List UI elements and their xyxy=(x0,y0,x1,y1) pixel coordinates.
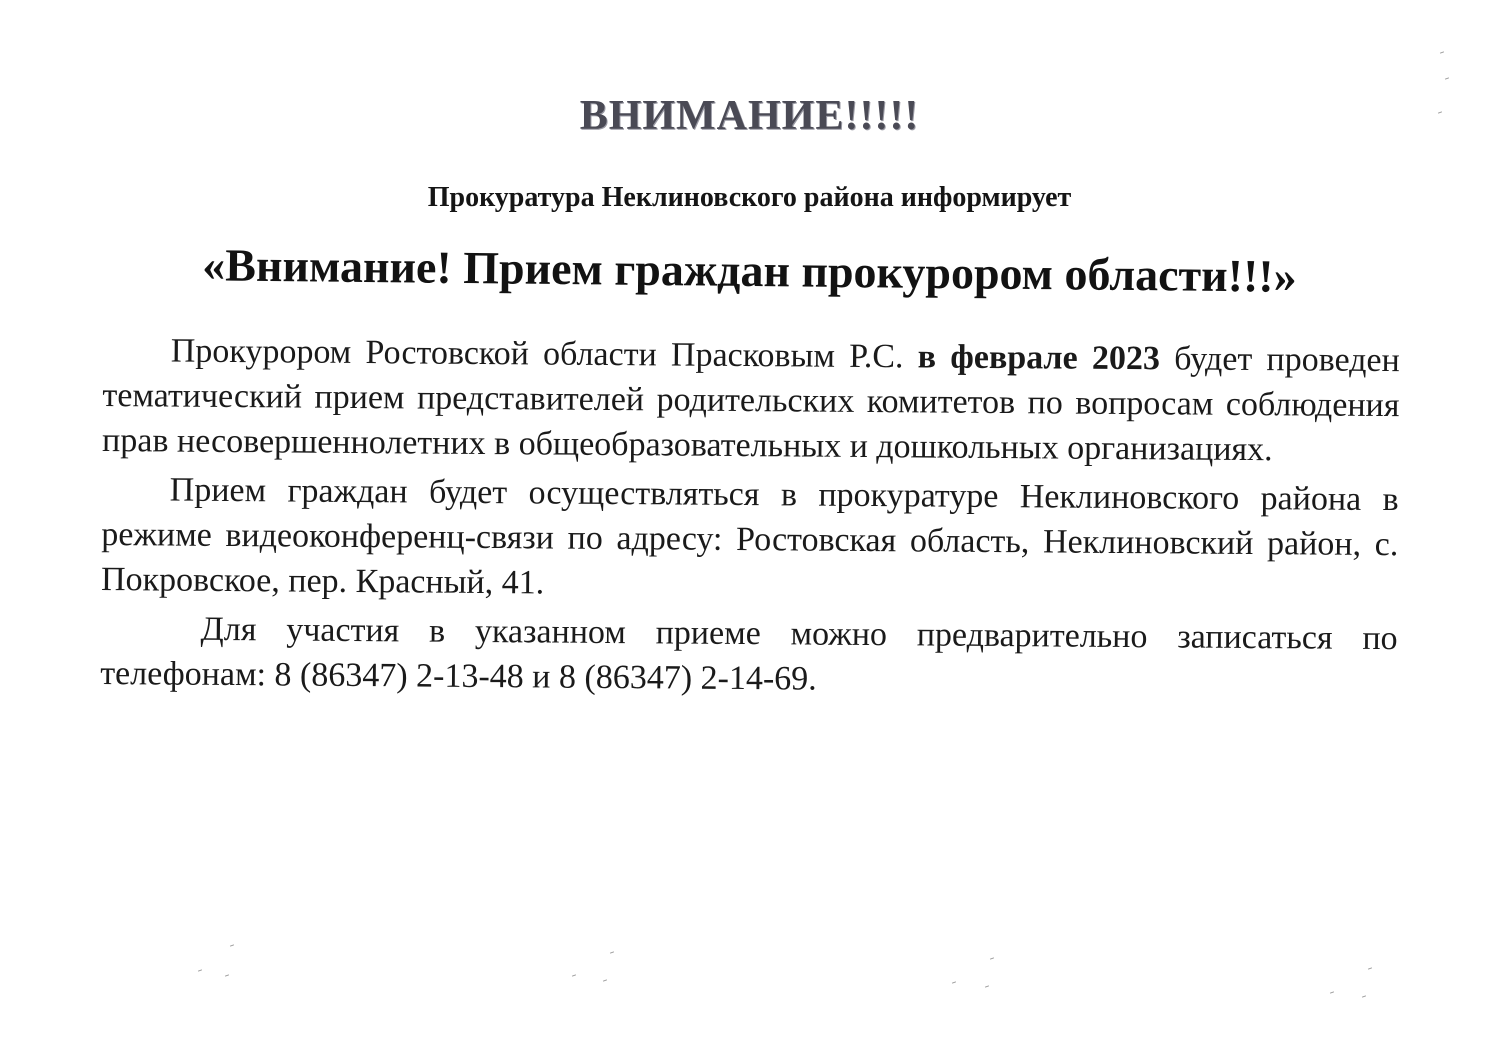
paragraph-1-bold-date: в феврале 2023 xyxy=(917,338,1161,378)
scan-speck xyxy=(198,969,202,971)
subtitle: Прокуратура Неклиновского района информирует xyxy=(427,182,1072,213)
scan-speck xyxy=(610,951,614,953)
paragraph-1-part-2: будет проведен тематический прием представителей родительских комитетов по вопросам соблюдения прав несовершеннолетних в общеобразовательных и дошкольных организациях. xyxy=(101,340,1400,469)
scan-speck xyxy=(952,981,956,983)
scan-speck xyxy=(1330,991,1334,993)
scan-speck xyxy=(230,944,234,946)
scan-speck xyxy=(572,974,576,976)
scan-speck xyxy=(1368,967,1372,969)
scan-speck xyxy=(985,985,989,987)
scan-speck xyxy=(225,974,229,976)
paragraph-2: Прием граждан будет осуществляться в прокуратуре Неклиновского района в режиме видеоконференц-связи по адресу: Ростовская область, Неклиновский район, с. Покровское, пер. Красный, 41. xyxy=(100,471,1399,602)
scan-speck xyxy=(1440,51,1444,53)
main-heading: «Внимание! Прием граждан прокурором области!!!» xyxy=(202,239,1297,302)
paragraph-1 xyxy=(102,328,1400,473)
scan-speck xyxy=(1362,995,1366,997)
scan-speck xyxy=(1445,77,1449,79)
scan-speck xyxy=(990,957,994,959)
paragraph-3: Для участия в указанном приеме можно предварительно записаться по телефонам: 8 (86347) 2-13-48 и 8 (86347) 2-14-69. xyxy=(100,610,1398,698)
attention-heading: ВНИМАНИЕ!!!!! xyxy=(579,93,920,139)
paragraph-1-part-1: Прокурором Ростовской области Прасковым Р.С. xyxy=(170,332,918,376)
body-text xyxy=(100,328,1400,706)
scan-speck xyxy=(603,979,607,981)
